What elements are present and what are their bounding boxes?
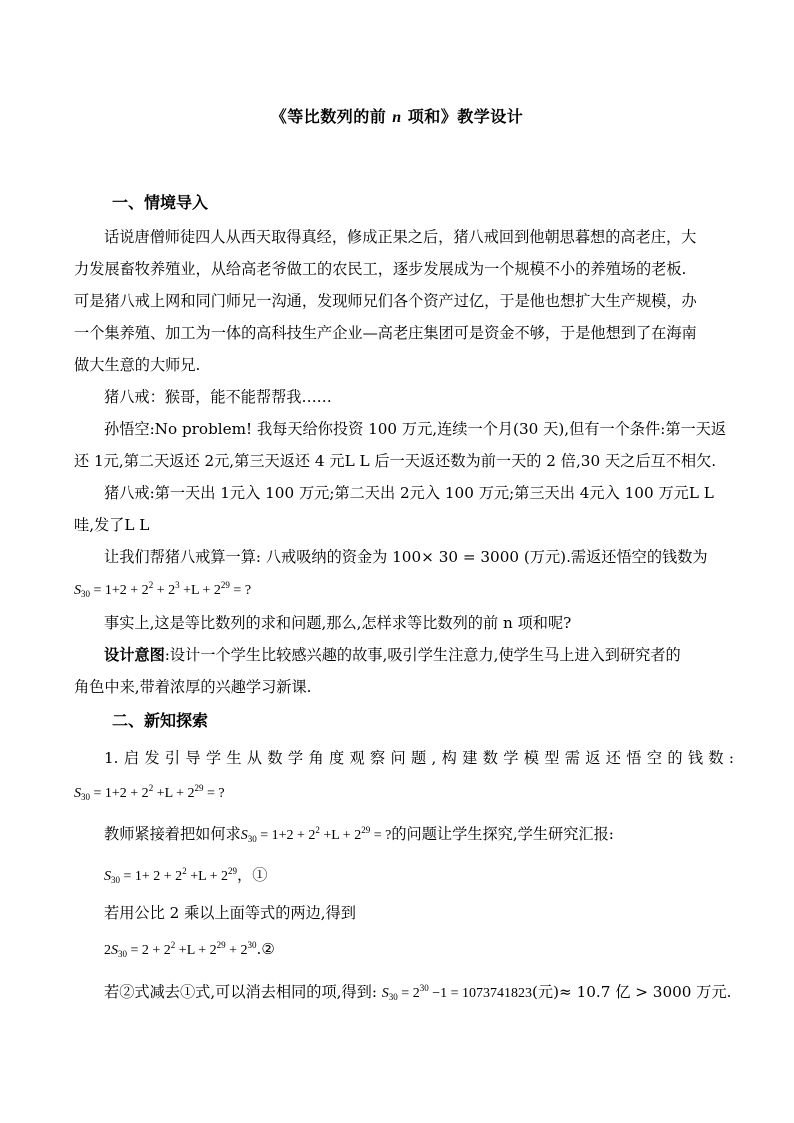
- equation-2-mark: .②: [256, 940, 275, 958]
- design-intent-line: 角色中来,带着浓厚的兴趣学习新课.: [74, 678, 312, 696]
- teacher-line-math: $S_{30} = 1+2 + 2^2 +L + 2^{29}$ = ?: [240, 825, 392, 844]
- equation-1-math: $S_{30} = 1+ 2 + 2^2 +L + 2^{29}$: [104, 866, 238, 885]
- wukong-dialogue: [74, 413, 734, 477]
- teacher-line-pre: 教师紧接着把如何求: [104, 825, 241, 843]
- pig-calc-line: 哇,发了L L: [74, 516, 150, 534]
- equation-1: [104, 859, 764, 893]
- story-paragraph: [74, 221, 734, 381]
- item1-line: 1.启发引导学生从数学角度观察问题,构建数学模型需返还悟空的钱数:: [104, 749, 734, 767]
- page-title: [0, 104, 794, 127]
- question-line: 事实上,这是等比数列的求和问题,那么,怎样求等比数列的前 n 项和呢?: [104, 614, 572, 632]
- design-intent-label: 设计意图: [104, 646, 165, 664]
- story-line: 话说唐僧师徒四人从西天取得真经，修成正果之后，猪八戒回到他朝思暮想的高老庄，大: [104, 228, 697, 246]
- pig-calc-dialogue: [74, 477, 734, 541]
- design-intent-text: :设计一个学生比较感兴趣的故事,吸引学生注意力,使学生马上进入到研究者的: [164, 646, 681, 664]
- subtract-line-result: (元)≈ 10.7 亿 > 3000 万元.: [532, 983, 732, 1001]
- formula-s30: [74, 573, 734, 607]
- pig-calc-line: 猪八戒:第一天出 1元入 100 万元;第二天出 2元入 100 万元;第三天出 4元入 100 万元L L: [104, 484, 714, 502]
- teacher-line: [74, 818, 734, 852]
- story-line: 一个集养殖、加工为一体的高科技生产企业—高老庄集团可是资金不够，于是他想到了在海南: [74, 324, 697, 342]
- story-line: 力发展畜牧养殖业，从给高老爷做工的农民工，逐步发展成为一个规模不小的养殖场的老板.: [74, 260, 687, 278]
- story-line: 可是猪八戒上网和同门师兄一沟通，发现师兄们各个资产过亿，于是他也想扩大生产规模，办: [74, 292, 697, 310]
- section-heading-explore: 二、新知探索: [112, 711, 209, 730]
- title-prefix: 《等比数列的前: [270, 107, 393, 126]
- item1-formula-math: $S_{30} = 1+2 + 2^2 +L + 2^{29}$ = ?: [74, 783, 225, 802]
- story-line: 做大生意的大师兄.: [74, 356, 201, 374]
- formula-s30-math: $S_{30} = 1+2 + 2^2 + 2^3 +L + 2^{29}$ = ?: [74, 580, 252, 599]
- equation-1-mark: ，①: [237, 866, 268, 884]
- subtract-line: [74, 976, 734, 1010]
- subtract-line-math: $S_{30} = 2^{30} -1 = 1073741823$: [381, 983, 532, 1002]
- design-intent: [74, 639, 734, 703]
- item1-formula: [74, 776, 734, 810]
- equation-2-math: $2S_{30} = 2 + 2^2 +L + 2^{29} + 2^{30}$: [104, 940, 257, 959]
- calc-line: 让我们帮猪八戒算一算: 八戒吸纳的资金为 100× 30 = 3000 (万元).需返还悟空的钱数为: [104, 548, 708, 566]
- multiply-line: 若用公比 2 乘以上面等式的两边,得到: [104, 904, 356, 922]
- section-heading-intro: 一、情境导入: [112, 193, 209, 212]
- pig-dialogue: 猪八戒：猴哥，能不能帮帮我……: [104, 388, 332, 406]
- wukong-line: 孙悟空:No problem! 我每天给你投资 100 万元,连续一个月(30 天),但有一个条件:第一天返: [104, 420, 727, 438]
- wukong-line: 还 1元,第二天返还 2元,第三天返还 4 元L L 后一天返还数为前一天的 2 倍,30 天之后互不相欠.: [74, 452, 717, 470]
- teacher-line-post: 的问题让学生探究,学生研究汇报:: [391, 825, 614, 843]
- subtract-line-pre: 若②式减去①式,可以消去相同的项,得到:: [104, 983, 377, 1001]
- title-variable-n: n: [392, 109, 402, 126]
- equation-2: [104, 933, 764, 967]
- title-suffix: 项和》教学设计: [401, 107, 524, 126]
